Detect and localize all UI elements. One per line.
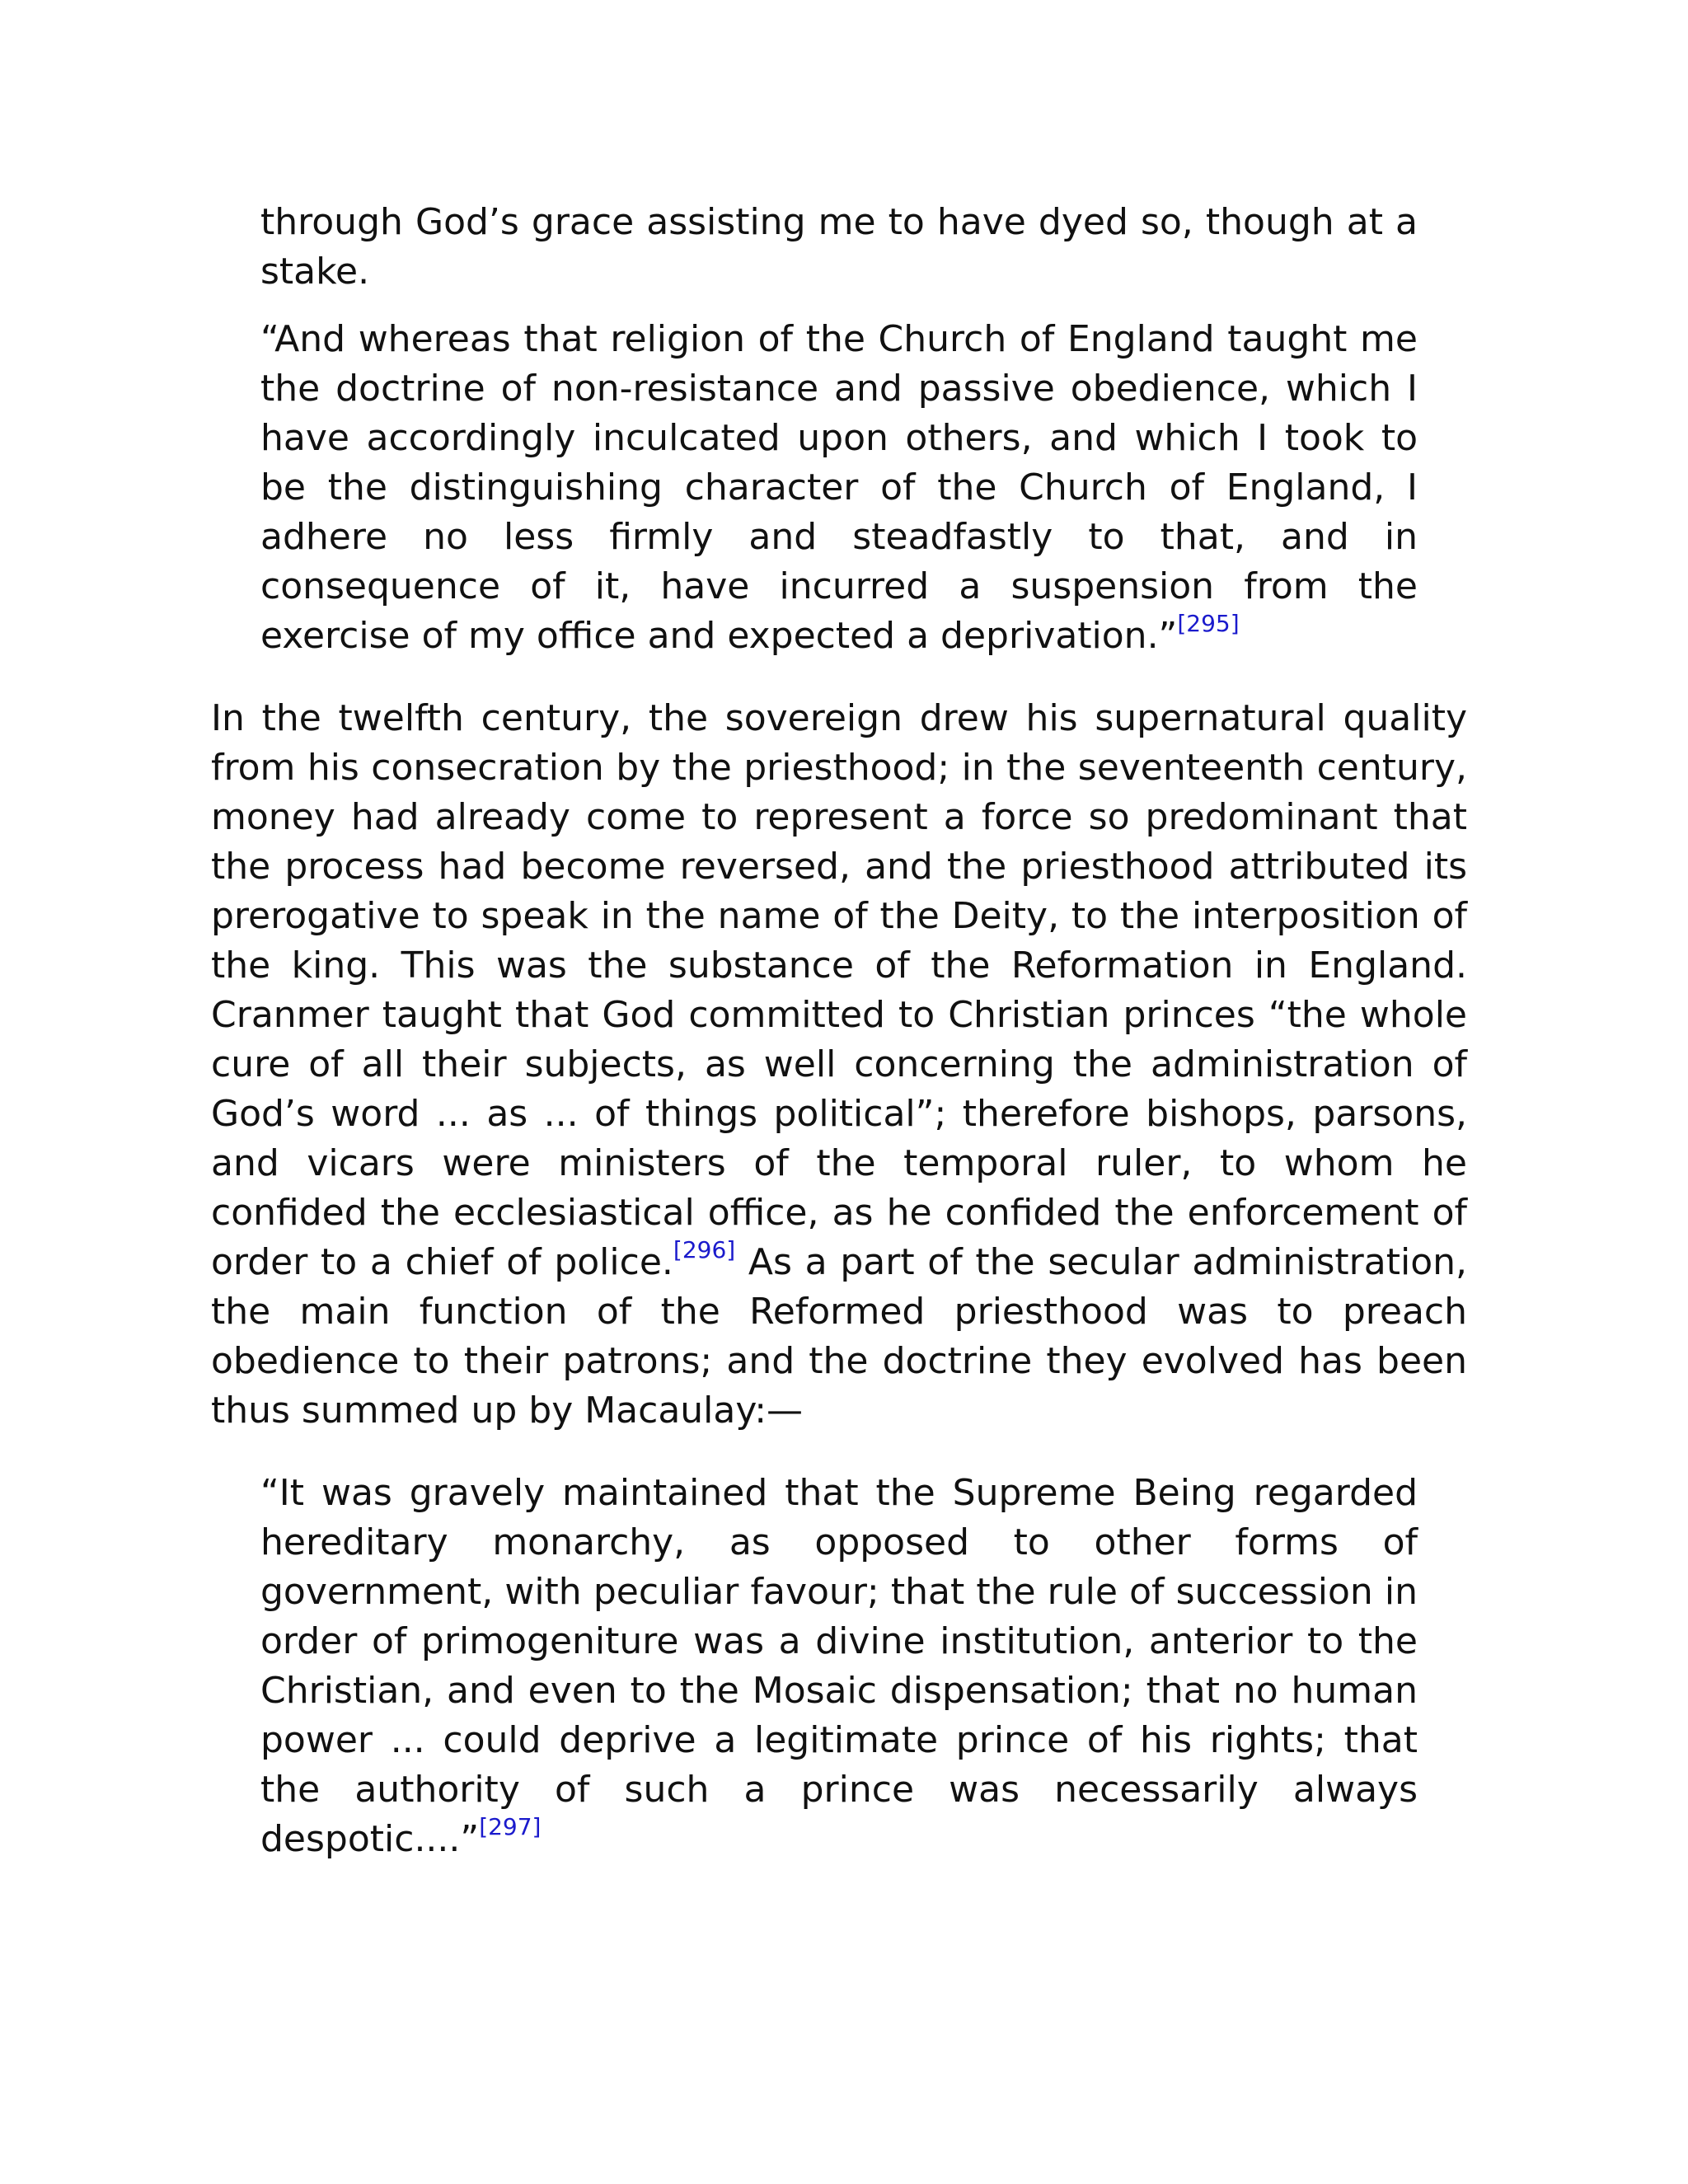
macaulay-quote-text: “It was gravely maintained that the Supreme Being regarded hereditary monarchy, as opposed to other forms of government, with peculiar favour; that the rule of succession in order of primogeniture was a divine institution, anterior to the Christian, and even to the Mosaic dispensation; that no human power ... could deprive a legitimate prince of his rights; that the authority of such a prince was necessarily always despotic....” <box>260 1472 1418 1860</box>
quote-paragraph <box>260 315 1418 661</box>
block-quote-macaulay <box>260 1469 1418 1864</box>
main-paragraph-text-1: In the twelfth century, the sovereign drew his supernatural quality from his consecration by the priesthood; in the seventeenth century, money had already come to represent a force so predominant that the process had become reversed, and the priesthood attributed its prerogative to speak in the name of the Deity, to the interposition of the king. This was the substance of the Reformation in England. Cranmer taught that God committed to Christian princes “the whole cure of all their subjects, as well concerning the administration of God’s word ... as ... of things political”; therefore bishops, parsons, and vicars were ministers of the temporal ruler, to whom he confided the ecclesiastical office, as he confided the enforcement of order to a chief of police. <box>211 697 1467 1283</box>
quote-continuation: through God’s grace assisting me to have dyed so, though at a stake. <box>260 201 1418 293</box>
main-paragraph <box>211 694 1467 1436</box>
main-paragraph-text-2: As a part of the secular administration, the main function of the Reformed priesthood was to preach obedience to their patrons; and the doctrine they evolved has been thus summed up by Macaulay:— <box>211 1241 1468 1432</box>
footnote-link-297[interactable]: [297] <box>479 1813 542 1840</box>
footnote-link-296[interactable]: [296] <box>673 1236 736 1263</box>
footnote-link-295[interactable]: [295] <box>1177 610 1240 637</box>
block-quote-oath <box>260 198 1418 661</box>
quote-paragraph-text: “And whereas that religion of the Church of England taught me the doctrine of non-resistance and passive obedience, which I have accordingly inculcated upon others, and which I took to be the distinguishing character of the Church of England, I adhere no less firmly and steadfastly to that, and in consequence of it, have incurred a suspension from the exercise of my office and expected a deprivation.” <box>260 318 1418 657</box>
macaulay-quote <box>260 1469 1418 1864</box>
